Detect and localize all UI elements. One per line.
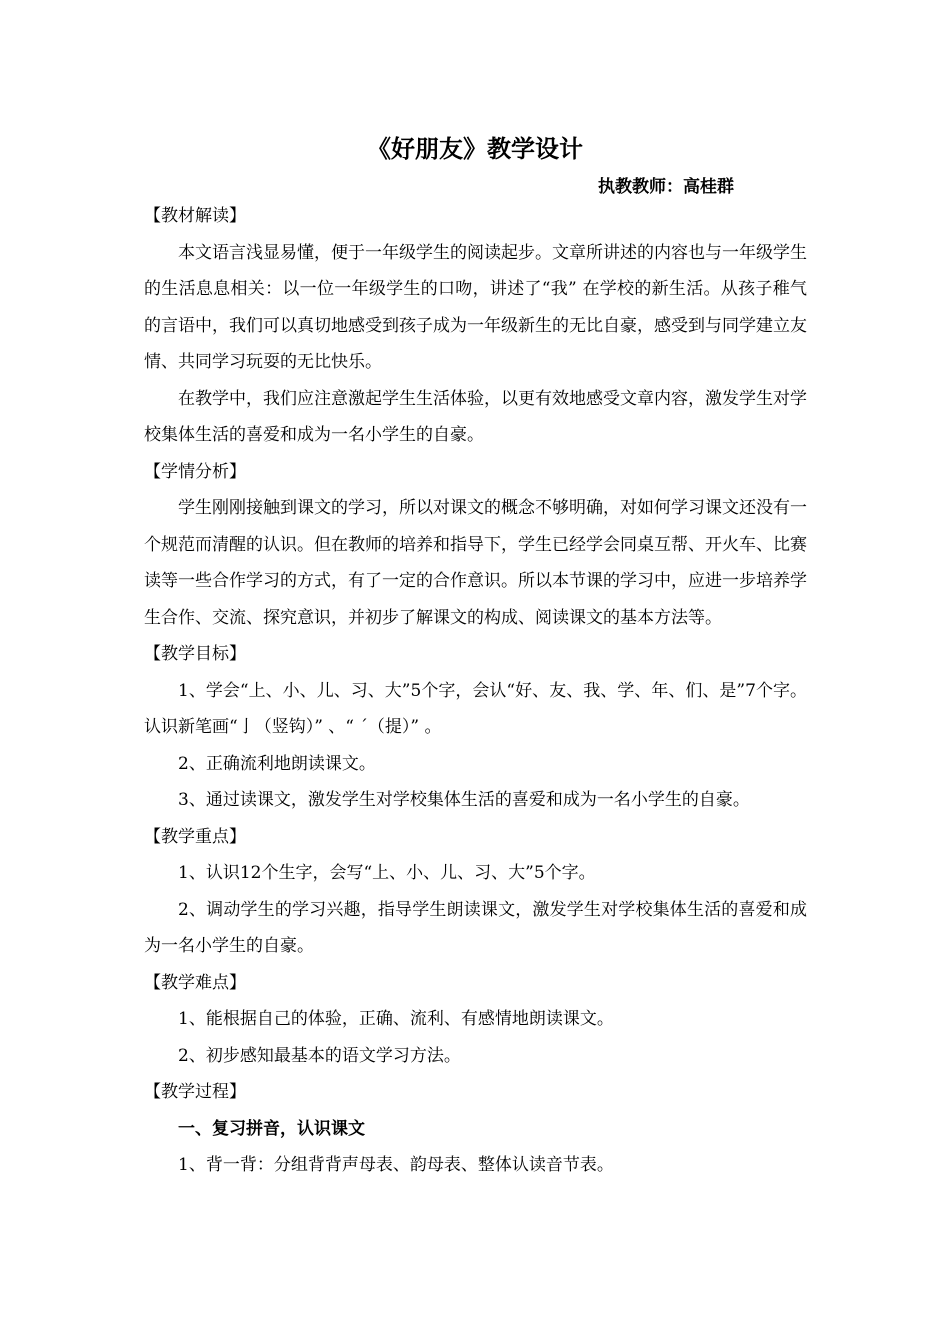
author-line: 执教教师：高桂群 [598, 177, 734, 197]
section-subheading: 一、复习拼音，认识课文 [178, 1118, 365, 1139]
paragraph: 2、初步感知最基本的语文学习方法。 [178, 1045, 461, 1066]
paragraph: 在教学中，我们应注意激起学生生活体验，以更有效地感受文章内容，激发学生对学校集体生活的喜爱和成为一名小学生的自豪。 [144, 388, 807, 445]
paragraph: 1、能根据自己的体验，正确、流利、有感情地朗读课文。 [178, 1009, 614, 1029]
paragraph: 2、正确流利地朗读课文。 [178, 753, 376, 774]
section-heading: 【教学过程】 [144, 1082, 246, 1102]
section-heading: 【教学难点】 [144, 972, 246, 993]
paragraph: 1、认识12个生字，会写“上、小、儿、习、大”5个字。 [178, 863, 596, 883]
paragraph: 3、通过读课文，激发学生对学校集体生活的喜爱和成为一名小学生的自豪。 [178, 790, 750, 810]
section-heading: 【教学重点】 [144, 826, 246, 847]
paragraph: 学生刚刚接触到课文的学习，所以对课文的概念不够明确，对如何学习课文还没有一个规范而清醒的认识。但在教师的培养和指导下，学生已经学会同桌互帮、开火车、比赛读等一些合作学习的方式，有了一定的合作意识。所以本节课的学习中，应进一步培养学生合作、交流、探究意识，并初步了解课文的构成、阅读课文的基本方法等。 [144, 498, 807, 628]
section-heading: 【学情分析】 [144, 461, 246, 482]
paragraph: 本文语言浅显易懂，便于一年级学生的阅读起步。文章所讲述的内容也与一年级学生的生活息息相关：以一位一年级学生的口吻，讲述了“我” 在学校的新生活。从孩子稚气的言语中，我们可以真切地感受到孩子成为一年级新生的无比自豪，感受到与同学建立友情、共同学习玩耍的无比快乐。 [144, 242, 807, 372]
paragraph: 1、学会“上、小、儿、习、大”5个字，会认“好、友、我、学、年、们、是”7个字。认识新笔画“亅（竖钩）” 、“ ˊ（提）” 。 [144, 680, 807, 737]
section-heading: 【教材解读】 [144, 206, 246, 226]
section-heading: 【教学目标】 [144, 644, 246, 664]
document-body [144, 198, 807, 1184]
paragraph: 2、调动学生的学习兴趣，指导学生朗读课文，激发学生对学校集体生活的喜爱和成为一名小学生的自豪。 [144, 899, 807, 956]
paragraph: 1、背一背：分组背背声母表、韵母表、整体认读音节表。 [178, 1155, 614, 1175]
document-title: 《好朋友》教学设计 [367, 135, 583, 163]
